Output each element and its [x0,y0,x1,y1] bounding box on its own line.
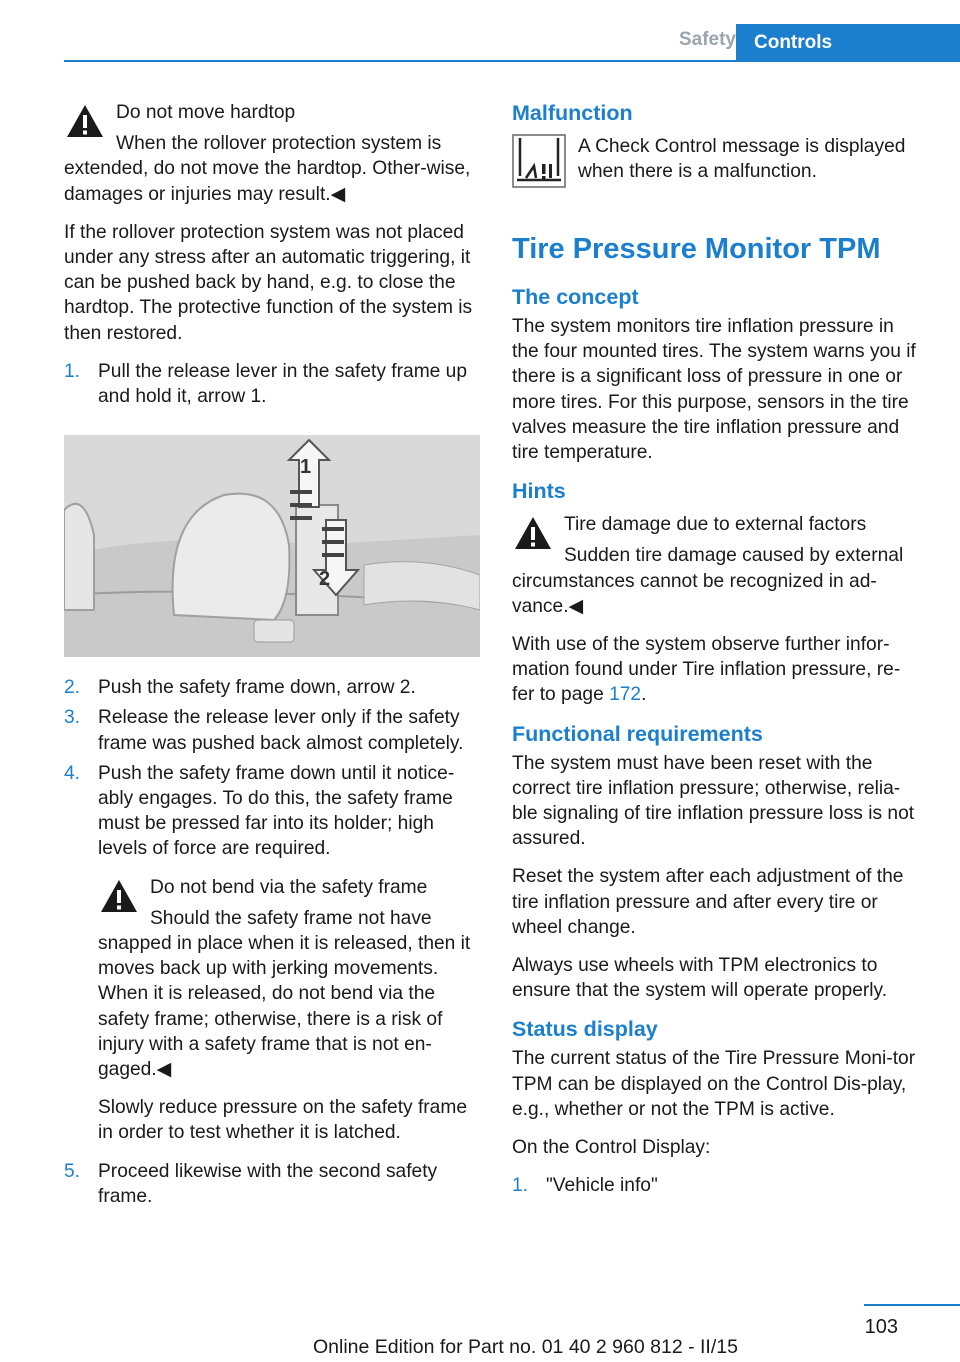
warning-text: Should the safety frame not have snapped in place when it is released, then it moves back up with jerking movements. When it is released, do not bend via the safety frame; otherwise, there is a risk of injury with a safety frame that is not en‐gaged.◀ [98,907,471,1081]
page-header [64,24,960,62]
page-number: 103 [864,1316,898,1338]
warning-title: Do not bend via the safety frame [150,876,428,898]
list-subparagraph: Slowly reduce pressure on the safety frame in order to test whether it is latched. [98,1097,468,1144]
list-text: Push the safety frame down, arrow 2. [98,677,416,699]
warning-icon [98,877,140,915]
list-number: 3. [64,707,81,729]
left-column [64,100,482,1214]
warning-hardtop [64,100,482,207]
safety-frame-illustration [64,435,480,657]
list-item [512,1173,922,1198]
warning-tire-damage [512,512,922,619]
list-item [64,761,482,1146]
arrow-label-1: 1 [300,456,312,479]
malfunction-text: A Check Control message is displayed when there is a malfunction. [578,136,906,183]
arrow-label-2: 2 [319,568,331,591]
list-number: 2. [64,677,81,699]
requirements-heading: Functional requirements [512,721,763,746]
status-heading: Status display [512,1017,658,1042]
warning-icon [64,102,106,140]
malfunction-heading: Malfunction [512,101,633,125]
edition-note: Online Edition for Part no. 01 40 2 960 812 - II/15 [313,1336,738,1358]
list-text: Proceed likewise with the second safety frame. [98,1160,438,1207]
warning-text: When the rollover protection system is extended, do not move the hardtop. Other‐wise, damages or injuries may result.◀ [64,133,471,205]
malfunction-block [512,134,922,188]
requirements-text-3: Always use wheels with TPM electronics to ensure that the system will operate properly. [512,955,888,1002]
list-text: "Vehicle info" [546,1175,658,1197]
intro-paragraph: If the rollover protection system was not placed under any stress after an automatic triggering, it can be pushed back by hand, e.g. to close the hardtop. The protective function of the system is then restored. [64,221,473,344]
chapter-tab[interactable]: Controls [736,24,960,62]
warning-safety-frame [98,875,482,1083]
page-title: Tire Pressure Monitor TPM [512,233,881,265]
list-item [64,705,482,755]
hints-heading: Hints [512,479,566,504]
list-number: 4. [64,762,81,784]
list-item [64,1159,482,1209]
list-number: 1. [512,1175,529,1197]
header-rule [64,60,960,62]
page-reference-link[interactable]: 172 [609,684,642,706]
list-text: Push the safety frame down until it notice‐ably engages. To do this, the safety frame must be pressed far into its holder; high levels of force are required. [98,762,455,860]
warning-icon [512,514,554,552]
right-column [512,100,922,1203]
section-tab[interactable]: Safety [678,29,736,50]
warning-text: Sudden tire damage caused by external circumstances cannot be recognized in ad‐vance.◀ [512,545,904,617]
status-text-1: The current status of the Tire Pressure Moni‐tor TPM can be displayed on the Control Dis‐play, e.g., whether or not the TPM is active. [512,1048,916,1120]
footer-rule [864,1304,960,1306]
list-item [64,675,482,700]
warning-title: Do not move hardtop [116,102,296,123]
list-number: 5. [64,1160,81,1182]
concept-text: The system monitors tire inflation pressure in the four mounted tires. The system warns you if there is a significant loss of pressure in one or more tires. For this purpose, sensors in the tire valves measure the tire inflation pressure and tire temperature. [512,316,916,464]
list-text: Release the release lever only if the safety frame was pushed back almost completely. [98,707,464,754]
list-number: 1. [64,360,81,382]
safety-frame-drawing [64,435,480,657]
list-text: Pull the release lever in the safety frame up and hold it, arrow 1. [98,360,468,408]
hints-text: With use of the system observe further infor‐mation found under Tire inflation pressure, re‐fer to page 172. [512,634,901,706]
tire-pressure-warning-icon [512,134,566,188]
requirements-text-1: The system must have been reset with the correct tire inflation pressure; otherwise, relia‐ble signaling of tire inflation pressure loss is not assured. [512,752,915,850]
warning-title: Tire damage due to external factors [564,514,867,536]
requirements-text-2: Reset the system after each adjustment of the tire inflation pressure and after every tire or wheel change. [512,866,904,938]
concept-heading: The concept [512,285,639,309]
status-text-2: On the Control Display: [512,1137,711,1159]
list-item [64,359,482,409]
